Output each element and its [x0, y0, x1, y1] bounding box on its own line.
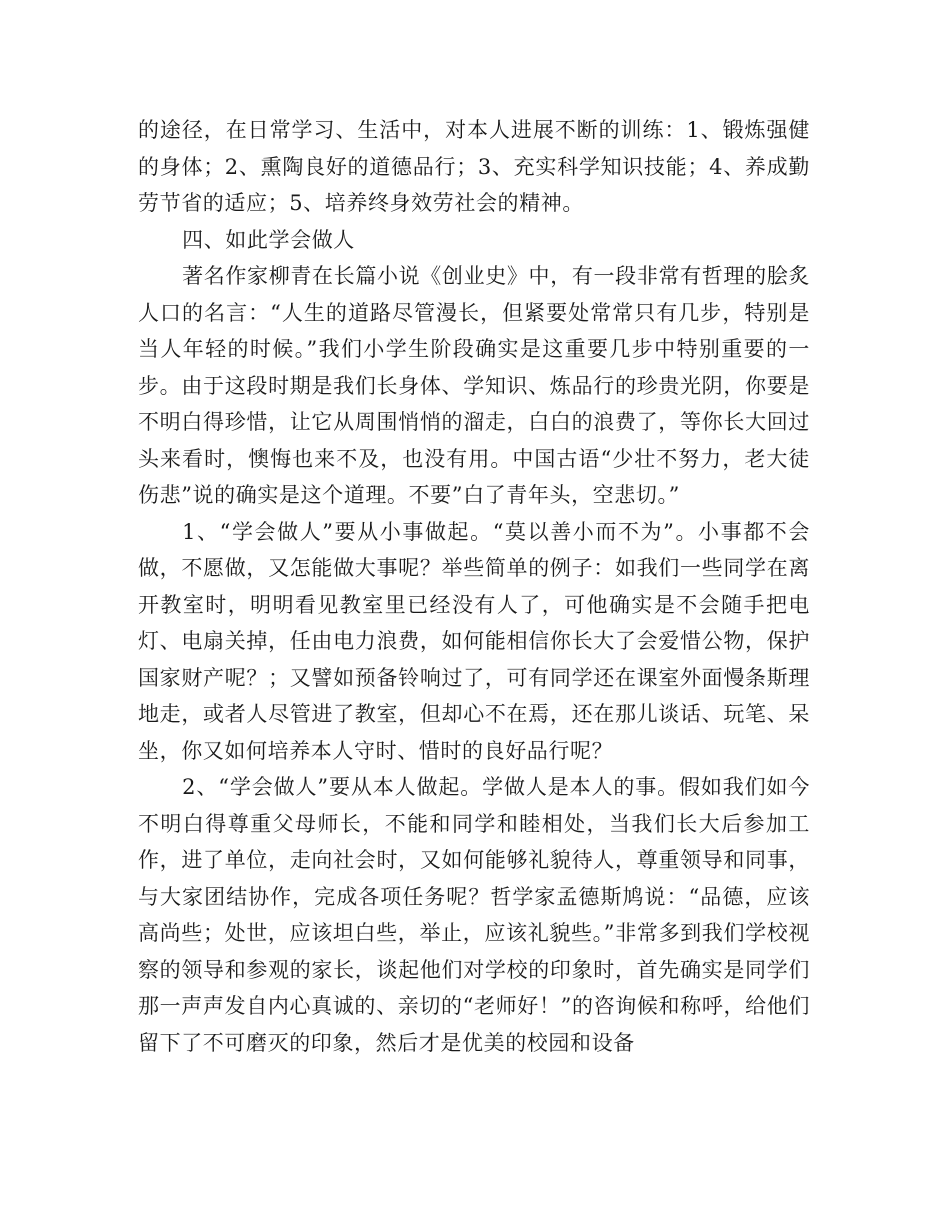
document-page — [138, 112, 810, 1061]
section-heading: 四、如此学会做人 — [182, 227, 355, 252]
paragraph-intro: 著名作家柳青在长篇小说《创业史》中，有一段非常有哲理的脍炙人口的名言：“人生的道路尽管漫长，但紧要处常常只有几步，特别是当人年轻的时候。”我们小学生阶段确实是这重要几步中特别重要的一步。由于这段时期是我们长身体、学知识、炼品行的珍贵光阴，你要是不明白得珍惜，让它从周围悄悄的溜走，白白的浪费了，等你长大回过头来看时，懊悔也来不及，也没有用。中国古语“少壮不努力，老大徒伤悲”说的确实是这个道理。不要”白了青年头，空悲切。” — [138, 264, 810, 507]
paragraph-continuation: 的途径，在日常学习、生活中，对本人进展不断的训练：1、锻炼强健的身体；2、熏陶良好的道德品行；3、充实科学知识技能；4、养成勤劳节省的适应；5、培养终身效劳社会的精神。 — [138, 118, 810, 215]
paragraph-point-1: 1、“学会做人”要从小事做起。“莫以善小而不为”。小事都不会做，不愿做，又怎能做大事呢？举些简单的例子：如我们一些同学在离开教室时，明明看见教室里已经没有人了，可他确实是不会随手把电灯、电扇关掉，任由电力浪费，如何能相信你长大了会爱惜公物，保护国家财产呢？；又譬如预备铃响过了，可有同学还在课室外面慢条斯理地走，或者人尽管进了教室，但却心不在焉，还在那儿谈话、玩笔、呆坐，你又如何培养本人守时、惜时的良好品行呢？ — [138, 519, 810, 763]
paragraph-point-2: 2、“学会做人”要从本人做起。学做人是本人的事。假如我们如今不明白得尊重父母师长，不能和同学和睦相处，当我们长大后参加工作，进了单位，走向社会时，又如何能够礼貌待人，尊重领导和同事，与大家团结协作，完成各项任务呢？哲学家孟德斯鸠说：“品德，应该高尚些；处世，应该坦白些，举止，应该礼貌些。”非常多到我们学校视察的领导和参观的家长，谈起他们对学校的印象时，首先确实是同学们那一声声发自内心真诚的、亲切的“老师好！”的咨询候和称呼，给他们留下了不可磨灭的印象，然后才是优美的校园和设备 — [138, 775, 810, 1055]
